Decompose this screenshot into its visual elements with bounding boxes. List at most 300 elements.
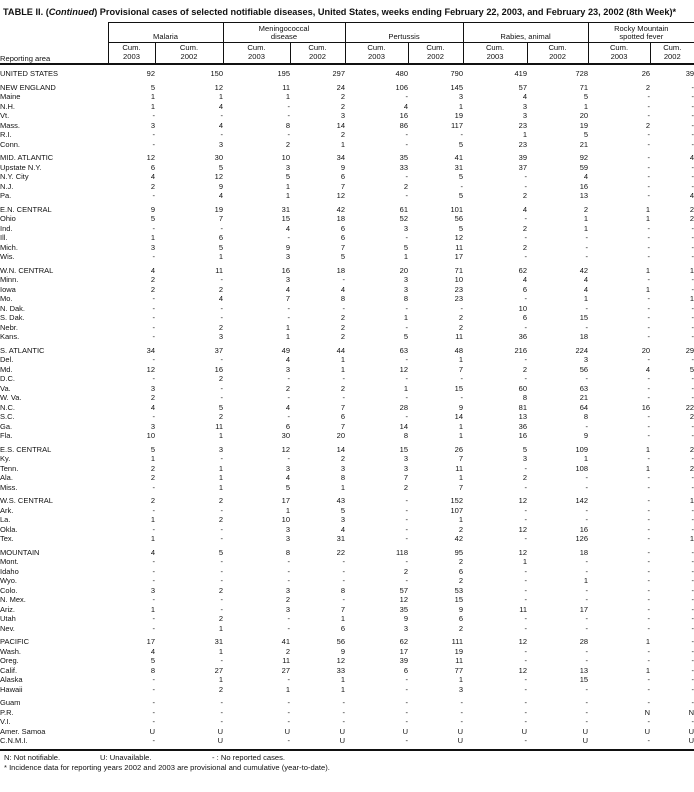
value-cell: 3 bbox=[150, 383, 155, 393]
value-cell: - bbox=[691, 684, 694, 694]
cum-column-header: Cum. 2003 bbox=[223, 43, 290, 65]
value-cell: - bbox=[460, 707, 464, 717]
table-row bbox=[0, 633, 694, 647]
value-cell: - bbox=[647, 524, 651, 534]
value-cell: U bbox=[457, 736, 464, 745]
value-cell: 6 bbox=[340, 223, 345, 233]
value-cell: 19 bbox=[454, 646, 464, 656]
table-row bbox=[0, 647, 694, 657]
value-cell: 15 bbox=[579, 675, 589, 684]
value-cell: - bbox=[647, 374, 651, 383]
value-cell: - bbox=[342, 374, 345, 383]
value-cell: 2 bbox=[340, 454, 345, 463]
value-cell: 3 bbox=[403, 223, 408, 233]
value-cell: - bbox=[647, 393, 651, 402]
value-cell: U bbox=[284, 726, 290, 736]
value-cell: 3 bbox=[150, 421, 155, 431]
value-cell: - bbox=[524, 181, 528, 191]
reporting-area-cell: Wyo. bbox=[0, 576, 18, 585]
value-cell: 12 bbox=[454, 233, 464, 242]
value-cell: 5 bbox=[458, 139, 464, 149]
value-cell: - bbox=[405, 303, 408, 313]
value-cell: 1 bbox=[150, 233, 155, 242]
table-row bbox=[0, 92, 694, 102]
value-cell: 3 bbox=[285, 604, 290, 614]
reporting-area-cell: Ky. bbox=[0, 454, 11, 463]
table-title-suffix: ) Provisional cases of selected notifiable diseases, United States, weeks ending February 22, 2003, and February 23, 2002 (8th Week)* bbox=[94, 7, 677, 17]
value-cell: - bbox=[342, 566, 345, 576]
value-cell: 2 bbox=[403, 482, 408, 492]
reporting-area-cell: Ill. bbox=[0, 233, 8, 242]
value-cell: 1 bbox=[285, 181, 290, 191]
value-cell: 12 bbox=[518, 496, 528, 505]
value-cell: 12 bbox=[399, 595, 408, 604]
value-cell: - bbox=[287, 303, 290, 313]
value-cell: 41 bbox=[454, 153, 464, 162]
value-cell: - bbox=[152, 717, 155, 726]
value-cell: 1 bbox=[285, 191, 290, 200]
value-cell: 1 bbox=[218, 473, 223, 482]
value-cell: 1 bbox=[340, 482, 345, 492]
value-cell: 4 bbox=[522, 92, 528, 101]
value-cell: - bbox=[647, 473, 651, 482]
value-cell: 3 bbox=[340, 111, 345, 120]
value-cell: 8 bbox=[340, 294, 345, 303]
value-cell: - bbox=[405, 393, 408, 402]
value-cell: - bbox=[405, 92, 408, 101]
value-cell: 7 bbox=[340, 181, 345, 191]
table-row bbox=[0, 694, 694, 708]
value-cell: 2 bbox=[150, 284, 155, 294]
value-cell: 6 bbox=[340, 233, 345, 242]
value-cell: - bbox=[524, 322, 528, 332]
value-cell: - bbox=[524, 656, 528, 665]
value-cell: - bbox=[460, 698, 464, 707]
value-cell: 60 bbox=[518, 383, 528, 393]
value-cell: - bbox=[152, 595, 155, 604]
value-cell: 8 bbox=[285, 547, 290, 557]
table-row bbox=[0, 121, 694, 131]
value-cell: 11 bbox=[282, 656, 290, 665]
value-cell: - bbox=[691, 374, 694, 383]
value-cell: 2 bbox=[689, 463, 694, 473]
value-cell: - bbox=[287, 736, 290, 745]
reporting-area-cell: Ark. bbox=[0, 505, 14, 515]
table-row bbox=[0, 262, 694, 276]
value-cell: - bbox=[405, 139, 408, 149]
value-cell: 22 bbox=[336, 547, 345, 557]
value-cell: - bbox=[342, 393, 345, 402]
value-cell: 5 bbox=[285, 172, 290, 181]
value-cell: 2 bbox=[218, 496, 223, 505]
value-cell: 10 bbox=[281, 515, 290, 524]
column-group-header: Malaria bbox=[108, 23, 223, 43]
value-cell: 15 bbox=[281, 214, 290, 223]
value-cell: 26 bbox=[454, 444, 464, 454]
value-cell: - bbox=[405, 172, 408, 181]
cum-column-header: Cum. 2002 bbox=[408, 43, 463, 65]
footnote-unavailable: U: Unavailable. bbox=[100, 752, 152, 762]
reporting-area-cell: Mich. bbox=[0, 242, 18, 252]
value-cell: 86 bbox=[399, 120, 408, 130]
table-row bbox=[0, 675, 694, 685]
reporting-area-cell: S. Dak. bbox=[0, 313, 25, 322]
value-cell: - bbox=[405, 130, 408, 139]
value-cell: - bbox=[287, 557, 290, 566]
table-row bbox=[0, 483, 694, 493]
cum-column-header: Cum. 2003 bbox=[463, 43, 527, 65]
value-cell: - bbox=[405, 698, 408, 707]
value-cell: 9 bbox=[150, 204, 155, 214]
table-row bbox=[0, 243, 694, 253]
value-cell: 2 bbox=[583, 204, 589, 214]
value-cell: - bbox=[647, 313, 651, 322]
value-cell: 1 bbox=[150, 92, 155, 101]
value-cell: - bbox=[647, 139, 651, 149]
reporting-area-cell: W.N. CENTRAL bbox=[0, 265, 54, 275]
reporting-area-cell: MOUNTAIN bbox=[0, 547, 40, 557]
value-cell: - bbox=[152, 707, 155, 717]
table-row bbox=[0, 233, 694, 243]
value-cell: - bbox=[647, 421, 651, 431]
value-cell: - bbox=[287, 707, 290, 717]
value-cell: - bbox=[691, 623, 694, 633]
value-cell: 27 bbox=[281, 665, 290, 675]
value-cell: - bbox=[585, 595, 589, 604]
value-cell: 12 bbox=[518, 524, 528, 534]
value-cell: 43 bbox=[336, 496, 345, 505]
value-cell: - bbox=[405, 576, 408, 585]
value-cell: - bbox=[691, 675, 694, 684]
value-cell: 480 bbox=[395, 69, 408, 78]
value-cell: 12 bbox=[399, 364, 408, 374]
value-cell: 35 bbox=[399, 604, 408, 614]
value-cell: 31 bbox=[214, 637, 223, 646]
value-cell: - bbox=[287, 101, 290, 111]
value-cell: 4 bbox=[150, 547, 155, 557]
value-cell: 1 bbox=[645, 204, 651, 214]
value-cell: - bbox=[647, 698, 651, 707]
value-cell: 1 bbox=[218, 463, 223, 473]
value-cell: - bbox=[460, 303, 464, 313]
value-cell: - bbox=[524, 614, 528, 623]
value-cell: - bbox=[691, 665, 694, 675]
value-cell: - bbox=[152, 557, 155, 566]
value-cell: 297 bbox=[332, 69, 345, 78]
value-cell: 8 bbox=[340, 585, 345, 595]
value-cell: - bbox=[691, 172, 694, 181]
value-cell: - bbox=[691, 322, 694, 332]
value-cell: 4 bbox=[150, 172, 155, 181]
value-cell: - bbox=[647, 595, 651, 604]
value-cell: 77 bbox=[454, 665, 464, 675]
value-cell: - bbox=[585, 242, 589, 252]
value-cell: - bbox=[691, 604, 694, 614]
value-cell: - bbox=[405, 736, 408, 745]
column-group-header: Rocky Mountain spotted fever bbox=[588, 23, 694, 43]
table-row bbox=[0, 182, 694, 192]
value-cell: - bbox=[691, 524, 694, 534]
reporting-area-header: Reporting area bbox=[0, 43, 108, 65]
value-cell: - bbox=[647, 275, 651, 284]
value-cell: 2 bbox=[218, 684, 223, 694]
value-cell: - bbox=[287, 675, 290, 684]
reporting-area-cell: PACIFIC bbox=[0, 637, 30, 646]
value-cell: 101 bbox=[450, 204, 464, 214]
header-row-groups bbox=[0, 23, 694, 43]
value-cell: - bbox=[287, 393, 290, 402]
value-cell: 19 bbox=[454, 111, 464, 120]
reporting-area-cell: R.I. bbox=[0, 130, 12, 139]
value-cell: 3 bbox=[403, 463, 408, 473]
value-cell: 1 bbox=[218, 646, 223, 656]
value-cell: 41 bbox=[281, 637, 290, 646]
value-cell: 1 bbox=[645, 665, 651, 675]
table-row bbox=[0, 492, 694, 506]
value-cell: - bbox=[405, 684, 408, 694]
value-cell: 6 bbox=[458, 614, 464, 623]
reporting-area-cell: Iowa bbox=[0, 284, 16, 294]
value-cell: - bbox=[287, 698, 290, 707]
value-cell: 12 bbox=[518, 665, 528, 675]
value-cell: - bbox=[220, 383, 223, 393]
value-cell: 9 bbox=[218, 181, 223, 191]
value-cell: - bbox=[585, 684, 589, 694]
reporting-area-cell: Tex. bbox=[0, 534, 14, 543]
value-cell: 1 bbox=[458, 473, 464, 482]
value-cell: 49 bbox=[281, 345, 290, 355]
table-row bbox=[0, 567, 694, 577]
table-title bbox=[0, 0, 694, 22]
value-cell: - bbox=[524, 675, 528, 684]
reporting-area-cell: N.H. bbox=[0, 101, 15, 111]
value-cell: - bbox=[342, 576, 345, 585]
reporting-area-cell: NEW ENGLAND bbox=[0, 82, 56, 92]
value-cell: 26 bbox=[641, 69, 651, 78]
value-cell: 1 bbox=[340, 684, 345, 694]
value-cell: 2 bbox=[285, 595, 290, 604]
value-cell: 150 bbox=[210, 69, 223, 78]
value-cell: - bbox=[691, 473, 694, 482]
value-cell: 109 bbox=[575, 444, 589, 454]
value-cell: 3 bbox=[285, 524, 290, 534]
value-cell: 1 bbox=[340, 355, 345, 364]
value-cell: 21 bbox=[579, 393, 589, 402]
value-cell: U bbox=[582, 726, 589, 736]
value-cell: 1 bbox=[583, 101, 589, 111]
value-cell: - bbox=[691, 313, 694, 322]
reporting-area-cell: V.I. bbox=[0, 717, 11, 726]
value-cell: 117 bbox=[451, 120, 464, 130]
reporting-area-cell: Wis. bbox=[0, 252, 15, 261]
value-cell: 2 bbox=[150, 473, 155, 482]
cum-column-header: Cum. 2003 bbox=[588, 43, 650, 65]
value-cell: 8 bbox=[285, 120, 290, 130]
reporting-area-cell: Utah bbox=[0, 614, 16, 623]
value-cell: - bbox=[287, 576, 290, 585]
value-cell: - bbox=[524, 252, 528, 261]
value-cell: - bbox=[691, 505, 694, 515]
table-row bbox=[0, 140, 694, 150]
value-cell: 2 bbox=[340, 101, 345, 111]
value-cell: 1 bbox=[583, 576, 589, 585]
value-cell: - bbox=[647, 191, 651, 200]
value-cell: 1 bbox=[285, 505, 290, 515]
value-cell: 13 bbox=[518, 412, 528, 421]
value-cell: 52 bbox=[399, 214, 408, 223]
value-cell: 34 bbox=[336, 153, 345, 162]
value-cell: - bbox=[585, 505, 589, 515]
value-cell: 1 bbox=[645, 463, 651, 473]
value-cell: - bbox=[585, 646, 589, 656]
value-cell: 14 bbox=[399, 421, 408, 431]
value-cell: - bbox=[691, 130, 694, 139]
table-row bbox=[0, 365, 694, 375]
value-cell: 23 bbox=[518, 120, 528, 130]
value-cell: - bbox=[691, 557, 694, 566]
table-row bbox=[0, 422, 694, 432]
value-cell: - bbox=[647, 604, 651, 614]
value-cell: 71 bbox=[579, 82, 589, 92]
value-cell: 21 bbox=[579, 139, 589, 149]
value-cell: - bbox=[342, 595, 345, 604]
value-cell: 3 bbox=[583, 355, 589, 364]
value-cell: 4 bbox=[285, 223, 290, 233]
reporting-area-cell: Va. bbox=[0, 383, 11, 393]
value-cell: 4 bbox=[522, 275, 528, 284]
value-cell: - bbox=[524, 698, 528, 707]
value-cell: 5 bbox=[583, 92, 589, 101]
value-cell: 2 bbox=[340, 313, 345, 322]
value-cell: 20 bbox=[336, 431, 345, 440]
value-cell: 3 bbox=[150, 585, 155, 595]
table-row bbox=[0, 473, 694, 483]
value-cell: 12 bbox=[214, 82, 223, 92]
value-cell: - bbox=[647, 576, 651, 585]
table-row bbox=[0, 708, 694, 718]
value-cell: - bbox=[691, 595, 694, 604]
value-cell: - bbox=[152, 614, 155, 623]
reporting-area-cell: Pa. bbox=[0, 191, 12, 200]
value-cell: - bbox=[691, 515, 694, 524]
value-cell: - bbox=[220, 566, 223, 576]
table-body bbox=[0, 64, 694, 746]
value-cell: 3 bbox=[458, 92, 464, 101]
value-cell: - bbox=[585, 698, 589, 707]
value-cell: - bbox=[647, 294, 651, 303]
table-row bbox=[0, 163, 694, 173]
value-cell: - bbox=[405, 707, 408, 717]
value-cell: 34 bbox=[146, 345, 155, 355]
value-cell: 81 bbox=[518, 402, 528, 412]
reporting-area-cell: Kans. bbox=[0, 332, 20, 341]
value-cell: 31 bbox=[281, 204, 290, 214]
value-cell: 728 bbox=[575, 69, 589, 78]
value-cell: - bbox=[524, 717, 528, 726]
value-cell: 1 bbox=[218, 92, 223, 101]
value-cell: 57 bbox=[399, 585, 408, 595]
value-cell: - bbox=[647, 623, 651, 633]
value-cell: 92 bbox=[146, 69, 155, 78]
value-cell: 18 bbox=[579, 547, 589, 557]
value-cell: 4 bbox=[340, 524, 345, 534]
table-row bbox=[0, 666, 694, 676]
value-cell: 2 bbox=[458, 524, 464, 534]
value-cell: 11 bbox=[455, 656, 464, 665]
value-cell: - bbox=[647, 355, 651, 364]
value-cell: - bbox=[524, 585, 528, 595]
value-cell: 4 bbox=[150, 265, 155, 275]
value-cell: - bbox=[585, 482, 589, 492]
value-cell: 36 bbox=[518, 421, 528, 431]
value-cell: - bbox=[220, 524, 223, 534]
value-cell: 195 bbox=[277, 69, 290, 78]
value-cell: 3 bbox=[340, 463, 345, 473]
value-cell: 1 bbox=[458, 675, 464, 684]
value-cell: - bbox=[287, 111, 290, 120]
value-cell: 8 bbox=[583, 412, 589, 421]
value-cell: - bbox=[691, 233, 694, 242]
value-cell: 2 bbox=[645, 82, 651, 92]
value-cell: 7 bbox=[340, 604, 345, 614]
value-cell: - bbox=[647, 431, 651, 440]
table-row bbox=[0, 727, 694, 737]
value-cell: 5 bbox=[340, 252, 345, 261]
value-cell: - bbox=[405, 717, 408, 726]
value-cell: 1 bbox=[645, 637, 651, 646]
table-row bbox=[0, 64, 694, 79]
value-cell: - bbox=[691, 482, 694, 492]
value-cell: 2 bbox=[522, 223, 528, 233]
value-cell: - bbox=[585, 707, 589, 717]
reporting-area-cell: Oreg. bbox=[0, 656, 19, 665]
value-cell: 16 bbox=[399, 111, 408, 120]
value-cell: - bbox=[585, 421, 589, 431]
value-cell: - bbox=[342, 707, 345, 717]
cum-column-header: Cum. 2003 bbox=[108, 43, 155, 65]
table-row bbox=[0, 224, 694, 234]
value-cell: 145 bbox=[450, 82, 464, 92]
value-cell: 6 bbox=[340, 412, 345, 421]
value-cell: - bbox=[460, 181, 464, 191]
table-row bbox=[0, 412, 694, 422]
value-cell: - bbox=[220, 595, 223, 604]
header-row-subcolumns bbox=[0, 43, 694, 65]
table-row bbox=[0, 557, 694, 567]
value-cell: 4 bbox=[285, 355, 290, 364]
value-cell: 2 bbox=[150, 393, 155, 402]
table-row bbox=[0, 685, 694, 695]
value-cell: 53 bbox=[454, 585, 464, 595]
value-cell: - bbox=[647, 242, 651, 252]
value-cell: - bbox=[647, 646, 651, 656]
value-cell: - bbox=[524, 707, 528, 717]
reporting-area-cell: Ariz. bbox=[0, 604, 15, 614]
value-cell: - bbox=[647, 505, 651, 515]
value-cell: 63 bbox=[579, 383, 589, 393]
value-cell: 1 bbox=[218, 675, 223, 684]
value-cell: 44 bbox=[336, 345, 345, 355]
value-cell: - bbox=[524, 566, 528, 576]
value-cell: 9 bbox=[458, 604, 464, 614]
value-cell: 1 bbox=[522, 557, 528, 566]
value-cell: - bbox=[585, 585, 589, 595]
footnotes bbox=[0, 751, 694, 773]
value-cell: - bbox=[524, 374, 528, 383]
value-cell: 16 bbox=[641, 402, 651, 412]
value-cell: - bbox=[220, 275, 223, 284]
value-cell: 1 bbox=[458, 355, 464, 364]
